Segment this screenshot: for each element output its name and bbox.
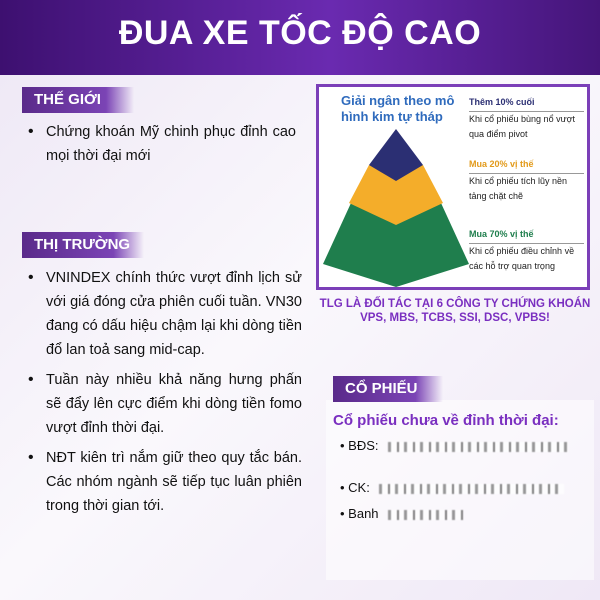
redacted-value (388, 442, 568, 452)
pyramid-tier-label-middle: Mua 20% vị thế Khi cổ phiếu tích lũy nền tảng chặt chẽ (469, 157, 584, 204)
pyramid-infographic (316, 84, 590, 290)
redacted-value (388, 510, 463, 520)
market-bullet-list (24, 266, 302, 524)
stock-row-label: CK: (348, 480, 370, 495)
stock-row-label: BĐS: (348, 438, 379, 453)
partner-notice: TLG LÀ ĐỐI TÁC TẠI 6 CÔNG TY CHỨNG KHOÁN VPS, MBS, TCBS, SSI, DSC, VPBS! (319, 298, 591, 324)
pyramid-tier-label-top: Thêm 10% cuối Khi cổ phiếu bùng nổ vượt qua điểm pivot (469, 95, 584, 142)
stock-row: • CK: (340, 480, 564, 495)
stock-row: • BĐS: (340, 438, 568, 453)
market-bullet: • Tuần này nhiều khả năng hưng phấn sẽ đẩy lên cực điểm khi dòng tiền fomo vượt đỉnh thời đại. (24, 368, 302, 440)
stock-row: • Banh (340, 506, 463, 521)
market-bullet: • NĐT kiên trì nắm giữ theo quy tắc bán. Các nhóm ngành sẽ tiếp tục luân phiên trong thời gian tới. (24, 446, 302, 518)
market-bullet: • VNINDEX chính thức vượt đỉnh lịch sử với giá đóng cửa phiên cuối tuần. VN30 đang có dấu hiệu chậm lại khi dòng tiền đổ lan toả sang mid-cap. (24, 266, 302, 362)
world-bullet-list (24, 120, 296, 174)
pyramid-graphic (321, 129, 471, 289)
section-label-world: THẾ GIỚI (22, 87, 134, 113)
page-title: ĐUA XE TỐC ĐỘ CAO (118, 14, 482, 52)
section-label-stocks: CỔ PHIẾU (333, 376, 443, 402)
pyramid-heading: Giải ngân theo mô hình kim tự tháp (341, 93, 455, 124)
pyramid-tier-label-bottom: Mua 70% vị thế Khi cổ phiếu điều chỉnh về các hỗ trợ quan trọng (469, 227, 584, 274)
stocks-subheading: Cổ phiếu chưa về đỉnh thời đại: (333, 412, 559, 429)
redacted-value (379, 484, 564, 494)
stock-row-label: Banh (348, 506, 379, 521)
header-banner (0, 0, 600, 75)
section-label-market: THỊ TRƯỜNG (22, 232, 144, 258)
world-bullet: • Chứng khoán Mỹ chinh phục đỉnh cao mọi thời đại mới (24, 120, 296, 168)
